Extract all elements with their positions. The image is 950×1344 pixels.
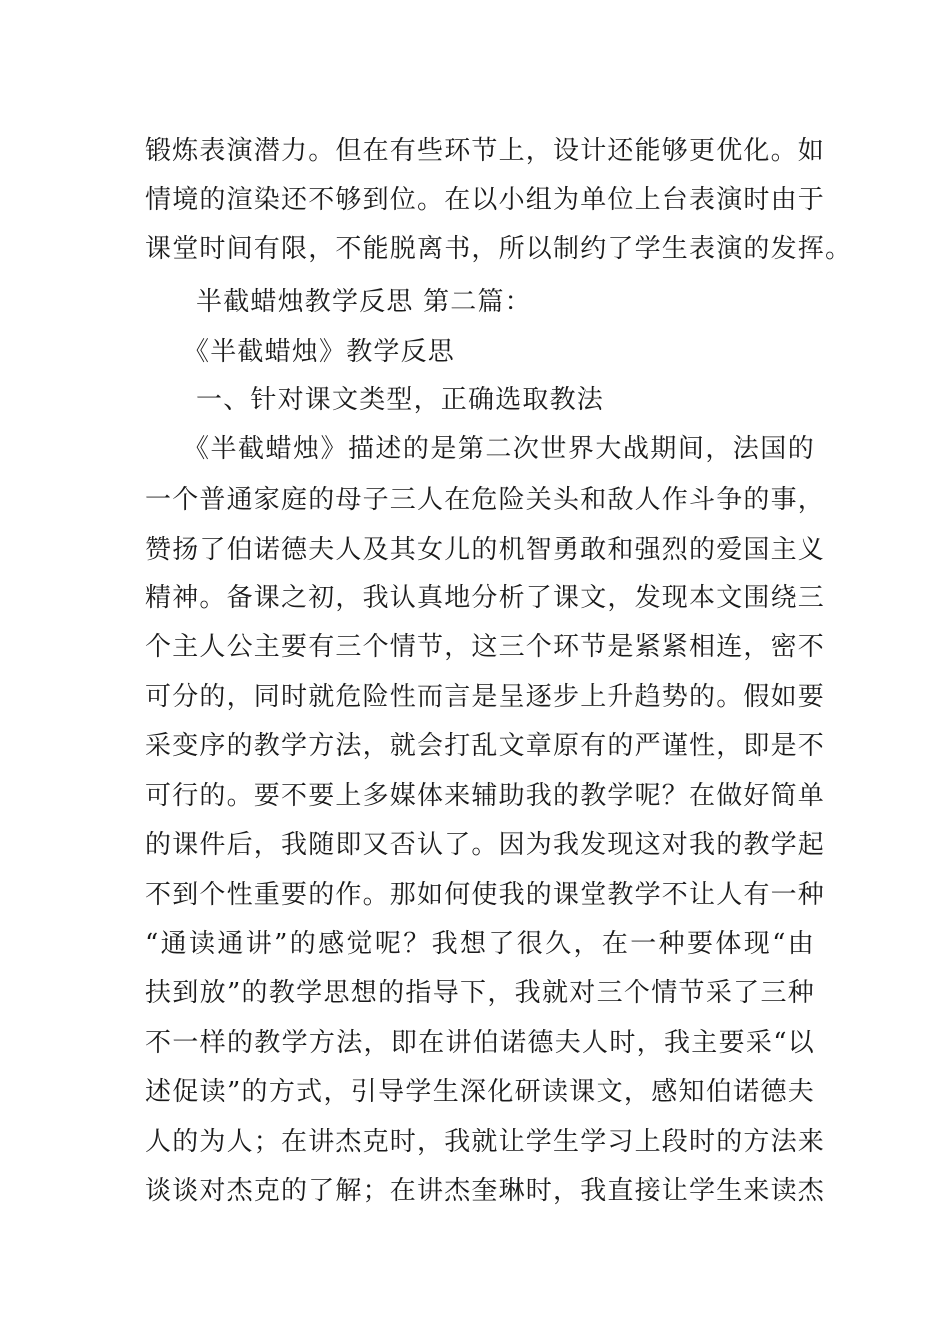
text-line: 一个普通家庭的母子三人在危险关头和敌人作斗争的事，: [145, 485, 826, 515]
text-line: 谈谈对杰克的了解；在讲杰奎琳时，我直接让学生来读杰: [145, 1176, 826, 1206]
text-line: “通读通讲”的感觉呢？我想了很久，在一种要体现“由: [145, 929, 815, 959]
section-heading: 半截蜡烛教学反思 第二篇：: [196, 287, 532, 317]
text-line: 课堂时间有限，不能脱离书，所以制约了学生表演的发挥。: [145, 234, 853, 264]
text-line: 的课件后，我随即又否认了。因为我发现这对我的教学起: [145, 830, 826, 860]
text-line: 情境的渲染还不够到位。在以小组为单位上台表演时由于: [145, 185, 826, 215]
text-line: 不到个性重要的作。那如何使我的课堂教学不让人有一种: [145, 880, 826, 910]
text-line: 赞扬了伯诺德夫人及其女儿的机智勇敢和强烈的爱国主义: [145, 535, 826, 565]
text-line: 人的为人；在讲杰克时，我就让学生学习上段时的方法来: [145, 1127, 826, 1157]
text-line: 不一样的教学方法，即在讲伯诺德夫人时，我主要采“以: [145, 1028, 815, 1058]
text-line: 可分的，同时就危险性而言是呈逐步上升趋势的。假如要: [145, 682, 826, 712]
text-line: 扶到放”的教学思想的指导下，我就对三个情节采了三种: [145, 978, 815, 1008]
paragraph-first-line: 《半截蜡烛》描述的是第二次世界大战期间，法国的: [183, 434, 815, 464]
text-line: 述促读”的方式，引导学生深化研读课文，感知伯诺德夫: [145, 1077, 815, 1107]
text-line: 可行的。要不要上多媒体来辅助我的教学呢？在做好简单: [145, 781, 826, 811]
text-line: 采变序的教学方法，就会打乱文章原有的严谨性，即是不: [145, 731, 826, 761]
subsection-heading: 一、针对课文类型，正确选取教法: [196, 385, 605, 415]
text-line: 个主人公主要有三个情节，这三个环节是紧紧相连，密不: [145, 632, 826, 662]
article-title: 《半截蜡烛》教学反思: [183, 337, 456, 367]
text-line: 锻炼表演潜力。但在有些环节上，设计还能够更优化。如: [145, 136, 826, 166]
text-line: 精神。备课之初，我认真地分析了课文，发现本文围绕三: [145, 583, 826, 613]
